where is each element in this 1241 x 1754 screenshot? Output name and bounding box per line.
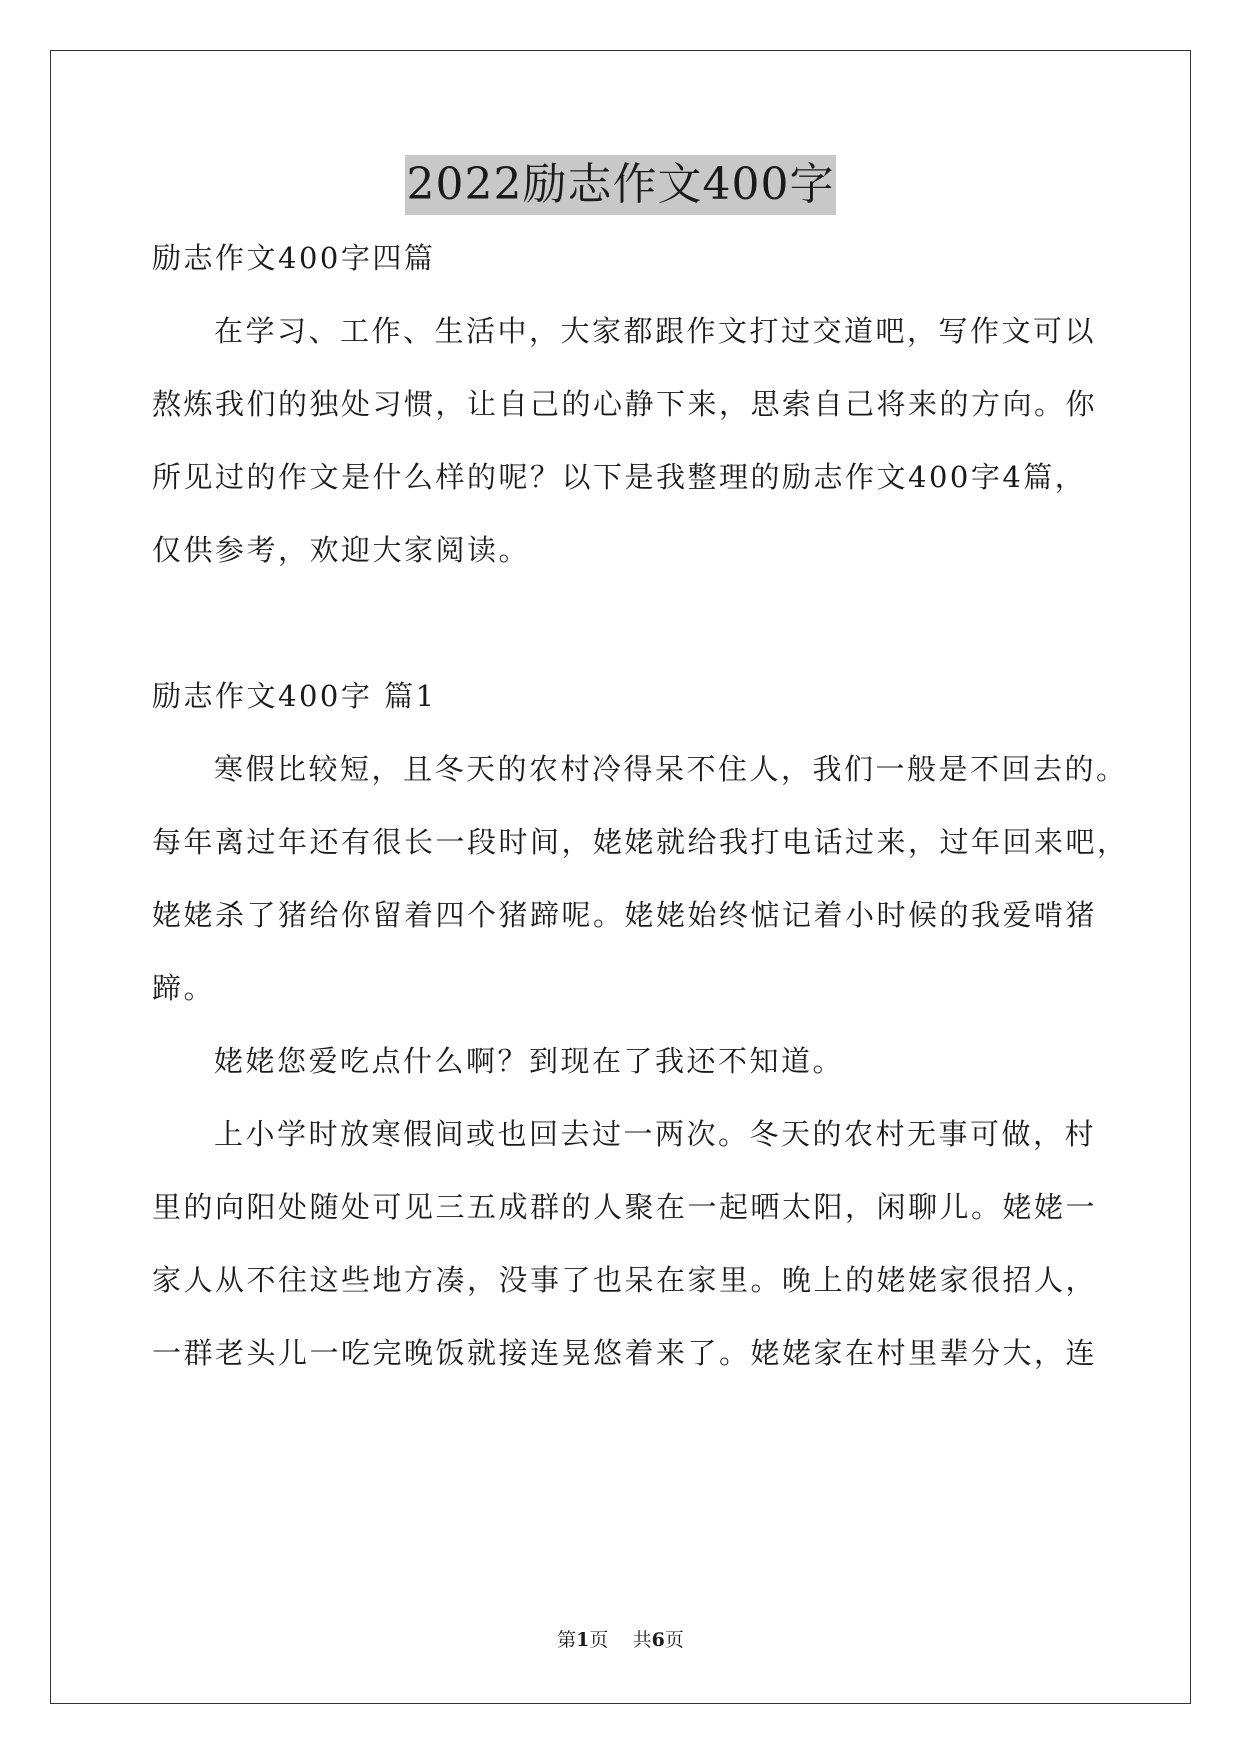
intro-line: 仅供参考，欢迎大家阅读。 xyxy=(152,533,531,567)
paragraph-line: 一群老头儿一吃完晚饭就接连晃悠着来了。姥姥家在村里辈分大，连 xyxy=(152,1336,1098,1370)
paragraph-line: 蹄。 xyxy=(152,971,216,1005)
page-border xyxy=(50,50,1191,1704)
current-page-number: 1 xyxy=(576,1629,590,1651)
paragraph-line: 每年离过年还有很长一段时间，姥姥就给我打电话过来，过年回来吧， xyxy=(152,825,1129,859)
footer-prefix: 第 xyxy=(557,1629,577,1651)
paragraph-line: 姥姥您爱吃点什么啊？到现在了我还不知道。 xyxy=(214,1044,845,1078)
footer-suffix: 页 xyxy=(664,1629,684,1651)
paragraph-line: 里的向阳处随处可见三五成群的人聚在一起晒太阳，闲聊儿。姥姥一 xyxy=(152,1190,1098,1224)
page-footer xyxy=(0,1627,1241,1653)
paragraph-line: 寒假比较短，且冬天的农村冷得呆不住人，我们一般是不回去的。 xyxy=(214,752,1128,786)
paragraph-line: 姥姥杀了猪给你留着四个猪蹄呢。姥姥始终惦记着小时候的我爱啃猪 xyxy=(152,898,1098,932)
intro-line: 所见过的作文是什么样的呢？以下是我整理的励志作文400字4篇， xyxy=(152,460,1087,494)
total-pages-number: 6 xyxy=(651,1629,665,1651)
title-container xyxy=(0,155,1241,215)
paragraph-line: 上小学时放寒假间或也回去过一两次。冬天的农村无事可做，村 xyxy=(214,1117,1097,1151)
document-title: 2022励志作文400字 xyxy=(405,155,837,215)
subtitle: 励志作文400字四篇 xyxy=(152,241,436,275)
footer-mid: 页 共 xyxy=(589,1629,652,1651)
intro-line: 熬炼我们的独处习惯，让自己的心静下来，思索自己将来的方向。你 xyxy=(152,387,1098,421)
section-heading: 励志作文400字 篇1 xyxy=(152,679,437,713)
paragraph-line: 家人从不往这些地方凑，没事了也呆在家里。晚上的姥姥家很招人， xyxy=(152,1263,1098,1297)
intro-line: 在学习、工作、生活中，大家都跟作文打过交道吧，写作文可以 xyxy=(214,314,1097,348)
